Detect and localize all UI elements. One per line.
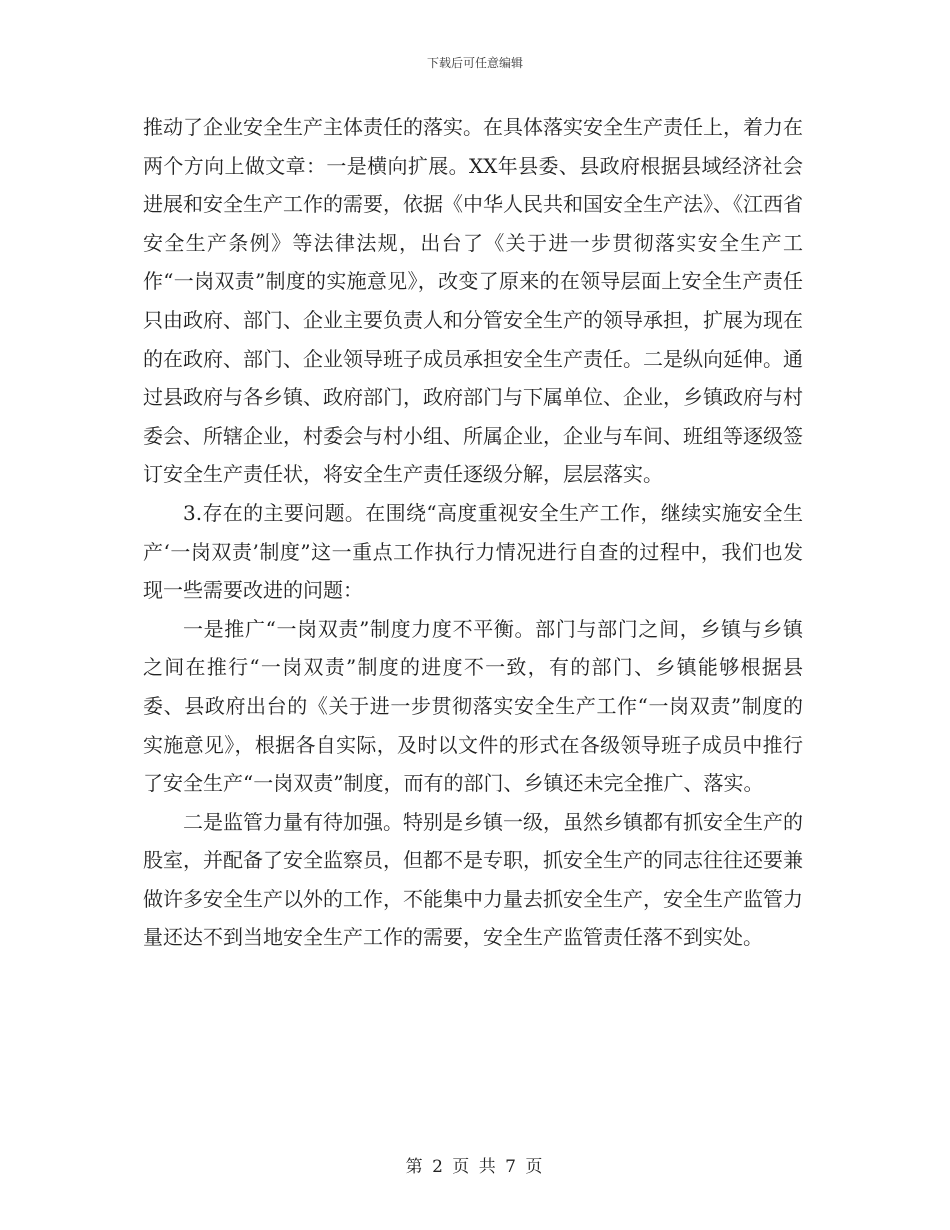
body-paragraph-problem-one: 一是推广“一岗双责”制度力度不平衡。部门与部门之间，乡镇与乡镇之间在推行“一岗双责”制度的进度不一致，有的部门、乡镇能够根据县委、县政府出台的《关于进一步贯彻落实安全生产工作“一岗双责”制度的实施意见》，根据各自实际，及时以文件的形式在各级领导班子成员中推行了安全生产“一岗双责”制度，而有的部门、乡镇还未完全推广、落实。 xyxy=(143,616,803,796)
body-paragraph-problem-two: 二是监管力量有待加强。特别是乡镇一级，虽然乡镇都有抓安全生产的股室，并配备了安全监察员，但都不是专职，抓安全生产的同志往往还要兼做许多安全生产以外的工作，不能集中力量去抓安全生产，安全生产监管力量还达不到当地安全生产工作的需要，安全生产监管责任落不到实处。 xyxy=(143,809,803,950)
body-paragraph-main-problems: 3.存在的主要问题。在围绕“高度重视安全生产工作，继续实施安全生产‘一岗双责’制度”这一重点工作执行力情况进行自查的过程中，我们也发现一些需要改进的问题： xyxy=(143,500,803,603)
page-header: 下载后可任意编辑 xyxy=(426,56,523,70)
page-number-footer: 第 2 页 共 7 页 xyxy=(405,1157,545,1177)
body-paragraph-continuation: 推动了企业安全生产主体责任的落实。在具体落实安全生产责任上，着力在两个方向上做文章：一是横向扩展。XX年县委、县政府根据县域经济社会进展和安全生产工作的需要，依据《中华人民共和国安全生产法》、《江西省安全生产条例》等法律法规，出台了《关于进一步贯彻落实安全生产工作“一岗双责”制度的实施意见》，改变了原来的在领导层面上安全生产责任只由政府、部门、企业主要负责人和分管安全生产的领导承担，扩展为现在的在政府、部门、企业领导班子成员承担安全生产责任。二是纵向延伸。通过县政府与各乡镇、政府部门，政府部门与下属单位、企业，乡镇政府与村委会、所辖企业，村委会与村小组、所属企业，企业与车间、班组等逐级签订安全生产责任状，将安全生产责任逐级分解，层层落实。 xyxy=(143,115,803,487)
document-body xyxy=(143,108,803,957)
